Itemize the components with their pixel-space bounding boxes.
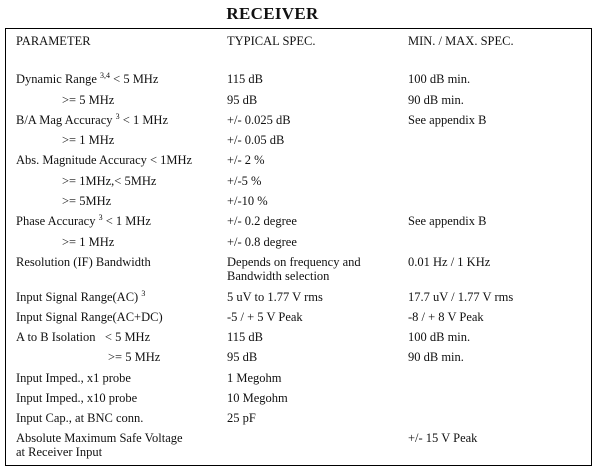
param-label: >= 5 MHz bbox=[62, 93, 115, 107]
param-label: Dynamic Range bbox=[16, 72, 101, 86]
typical-value: Depends on frequency and bbox=[227, 255, 361, 269]
minmax-value: See appendix B bbox=[408, 214, 487, 228]
param-label: Input Imped., x10 probe bbox=[16, 391, 138, 405]
spec-table bbox=[5, 28, 592, 466]
typical-value: 10 Megohm bbox=[227, 391, 288, 405]
param-label: Resolution (IF) Bandwidth bbox=[16, 255, 151, 269]
header-minmax: MIN. / MAX. SPEC. bbox=[408, 34, 514, 48]
header-typical: TYPICAL SPEC. bbox=[227, 34, 316, 48]
param-label: A to B Isolation < 5 MHz bbox=[16, 330, 151, 344]
minmax-value: 90 dB min. bbox=[408, 350, 464, 364]
typical-value: 115 dB bbox=[227, 330, 263, 344]
param-label: Abs. Magnitude Accuracy < 1MHz bbox=[16, 153, 193, 167]
typical-value: -5 / + 5 V Peak bbox=[227, 310, 303, 324]
param-label: B/A Mag Accuracy bbox=[16, 113, 116, 127]
page-title: RECEIVER bbox=[226, 4, 319, 23]
param-label: Absolute Maximum Safe Voltage bbox=[16, 431, 183, 445]
param-label: Input Cap., at BNC conn. bbox=[16, 411, 144, 425]
minmax-value: 0.01 Hz / 1 KHz bbox=[408, 255, 491, 269]
param-label-line2: at Receiver Input bbox=[16, 445, 103, 459]
footnote-mark: 3 bbox=[141, 289, 146, 298]
minmax-value: -8 / + 8 V Peak bbox=[408, 310, 484, 324]
minmax-value: See appendix B bbox=[408, 113, 487, 127]
typical-value: +/- 0.025 dB bbox=[227, 113, 291, 127]
param-label-suffix: < 1 MHz bbox=[119, 113, 169, 127]
param-label: Input Imped., x1 probe bbox=[16, 371, 131, 385]
typical-value: 1 Megohm bbox=[227, 371, 282, 385]
typical-value: 5 uV to 1.77 V rms bbox=[227, 290, 323, 304]
minmax-value: 100 dB min. bbox=[408, 330, 471, 344]
typical-value: 115 dB bbox=[227, 72, 263, 86]
param-label-suffix: < 5 MHz bbox=[110, 72, 159, 86]
typical-value: +/- 0.8 degree bbox=[227, 235, 297, 249]
typical-value-line2: Bandwidth selection bbox=[227, 269, 330, 283]
param-label: >= 5MHz bbox=[62, 194, 112, 208]
param-label: >= 1MHz,< 5MHz bbox=[62, 174, 157, 188]
typical-value: +/-10 % bbox=[227, 194, 268, 208]
minmax-value: 90 dB min. bbox=[408, 93, 464, 107]
param-label: Input Signal Range(AC+DC) bbox=[16, 310, 163, 324]
minmax-value: 100 dB min. bbox=[408, 72, 471, 86]
typical-value: +/-5 % bbox=[227, 174, 262, 188]
param-label: >= 1 MHz bbox=[62, 235, 115, 249]
param-label: Phase Accuracy bbox=[16, 214, 99, 228]
param-label-suffix: < 1 MHz bbox=[102, 214, 151, 228]
footnote-mark: 3 bbox=[98, 213, 103, 222]
param-label: Input Signal Range(AC) bbox=[16, 290, 142, 304]
typical-value: 95 dB bbox=[227, 93, 258, 107]
typical-value: 25 pF bbox=[227, 411, 256, 425]
minmax-value: +/- 15 V Peak bbox=[408, 431, 478, 445]
typical-value: 95 dB bbox=[227, 350, 258, 364]
footnote-mark: 3 bbox=[115, 112, 120, 121]
typical-value: +/- 2 % bbox=[227, 153, 265, 167]
typical-value: +/- 0.05 dB bbox=[227, 133, 285, 147]
param-label: >= 5 MHz bbox=[108, 350, 161, 364]
header-parameter: PARAMETER bbox=[16, 34, 91, 48]
param-label: >= 1 MHz bbox=[62, 133, 115, 147]
typical-value: +/- 0.2 degree bbox=[227, 214, 297, 228]
footnote-mark: 3,4 bbox=[100, 71, 111, 80]
minmax-value: 17.7 uV / 1.77 V rms bbox=[408, 290, 514, 304]
